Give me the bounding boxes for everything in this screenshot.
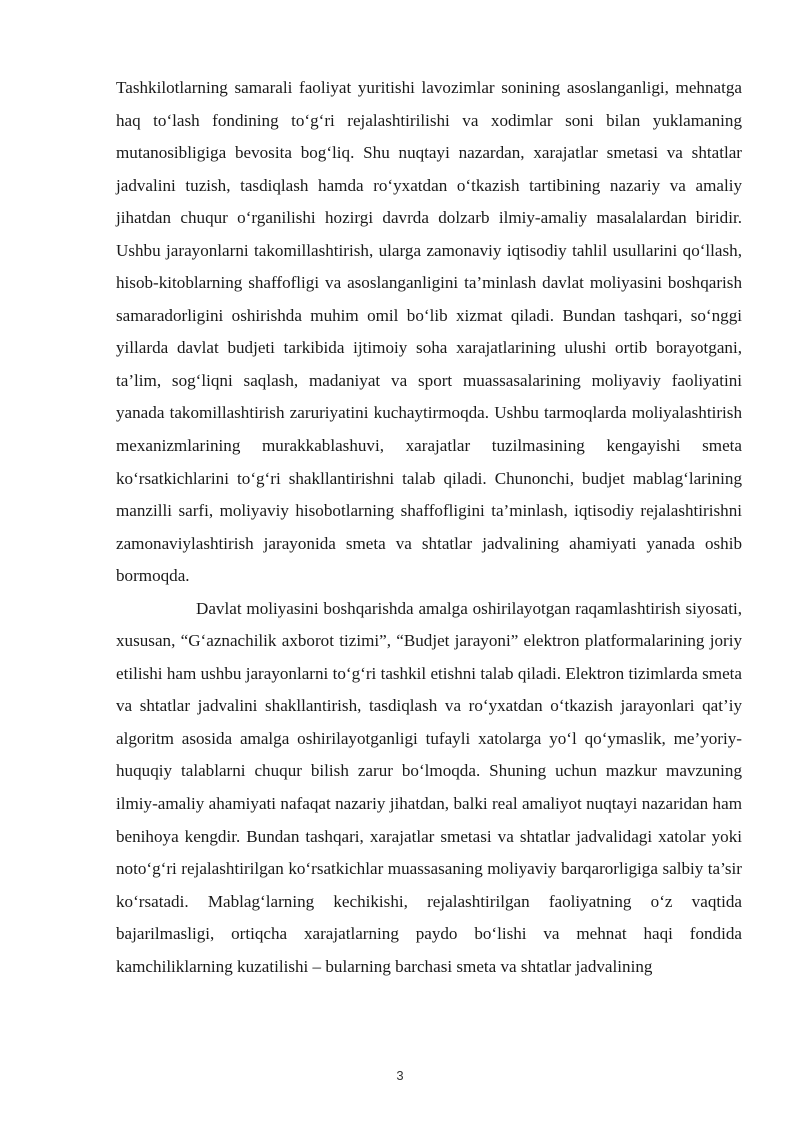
paragraph-2: Davlat moliyasini boshqarishda amalga oshirilayotgan raqamlashtirish siyosati, xususan, “G‘aznachilik axborot tizimi”, “Budjet jarayoni” elektron platformalarining joriy etilishi ham ushbu jarayonlarni to‘g‘ri tashkil etishni talab qiladi. Elektron tizimlarda smeta va shtatlar jadvalini shakllantirish, tasdiqlash va ro‘yxatdan o‘tkazish jarayonlari qat’iy algoritm asosida amalga oshirilayotganligi tufayli xatolarga yo‘l qo‘ymaslik, me’yoriy-huquqiy talablarni chuqur bilish zarur bo‘lmoqda. Shuning uchun mazkur mavzuning ilmiy-amaliy ahamiyati nafaqat nazariy jihatdan, balki real amaliyot nuqtayi nazaridan ham benihoya kengdir. Bundan tashqari, xarajatlar smetasi va shtatlar jadvalidagi xatolar yoki noto‘g‘ri rejalashtirilgan ko‘rsatkichlar muassasaning moliyaviy barqarorligiga salbiy ta’sir ko‘rsatadi. Mablag‘larning kechikishi, rejalashtirilgan faoliyatning o‘z vaqtida bajarilmasligi, ortiqcha xarajatlarning paydo bo‘lishi va mehnat haqi fondida kamchiliklarning kuzatilishi – bularning barchasi smeta va shtatlar jadvalining: [116, 598, 742, 976]
paragraph-1: Tashkilotlarning samarali faoliyat yuritishi lavozimlar sonining asoslanganligi, mehnatga haq to‘lash fondining to‘g‘ri rejalashtirilishi va xodimlar soni bilan yuklamaning mutanosibligiga bevosita bog‘liq. Shu nuqtayi nazardan, xarajatlar smetasi va shtatlar jadvalini tuzish, tasdiqlash hamda ro‘yxatdan o‘tkazish tartibining nazariy va amaliy jihatdan chuqur o‘rganilishi hozirgi davrda dolzarb ilmiy-amaliy masalalardan biridir. Ushbu jarayonlarni takomillashtirish, ularga zamonaviy iqtisodiy tahlil usullarini qo‘llash, hisob-kitoblarning shaffofligi va asoslanganligini ta’minlash davlat moliyasini boshqarish samaradorligini oshirishda muhim omil bo‘lib xizmat qiladi. Bundan tashqari, so‘nggi yillarda davlat budjeti tarkibida ijtimoiy soha xarajatlarining ulushi ortib borayotgani, ta’lim, sog‘liqni saqlash, madaniyat va sport muassasalarining moliyaviy faoliyatini yanada takomillashtirish zaruriyatini kuchaytirmoqda. Ushbu tarmoqlarda moliyalashtirish mexanizmlarining murakkablashuvi, xarajatlar tuzilmasining kengayishi smeta ko‘rsatkichlarini to‘g‘ri shakllantirishni talab qiladi. Chunonchi, budjet mablag‘larining manzilli sarfi, moliyaviy hisobotlarning shaffofligini ta’minlash, iqtisodiy rejalashtirishni zamonaviylashtirish jarayonida smeta va shtatlar jadvalining ahamiyati yanada oshib bormoqda.: [116, 78, 742, 586]
body-text: [116, 72, 742, 983]
page-number: 3: [396, 1068, 404, 1083]
